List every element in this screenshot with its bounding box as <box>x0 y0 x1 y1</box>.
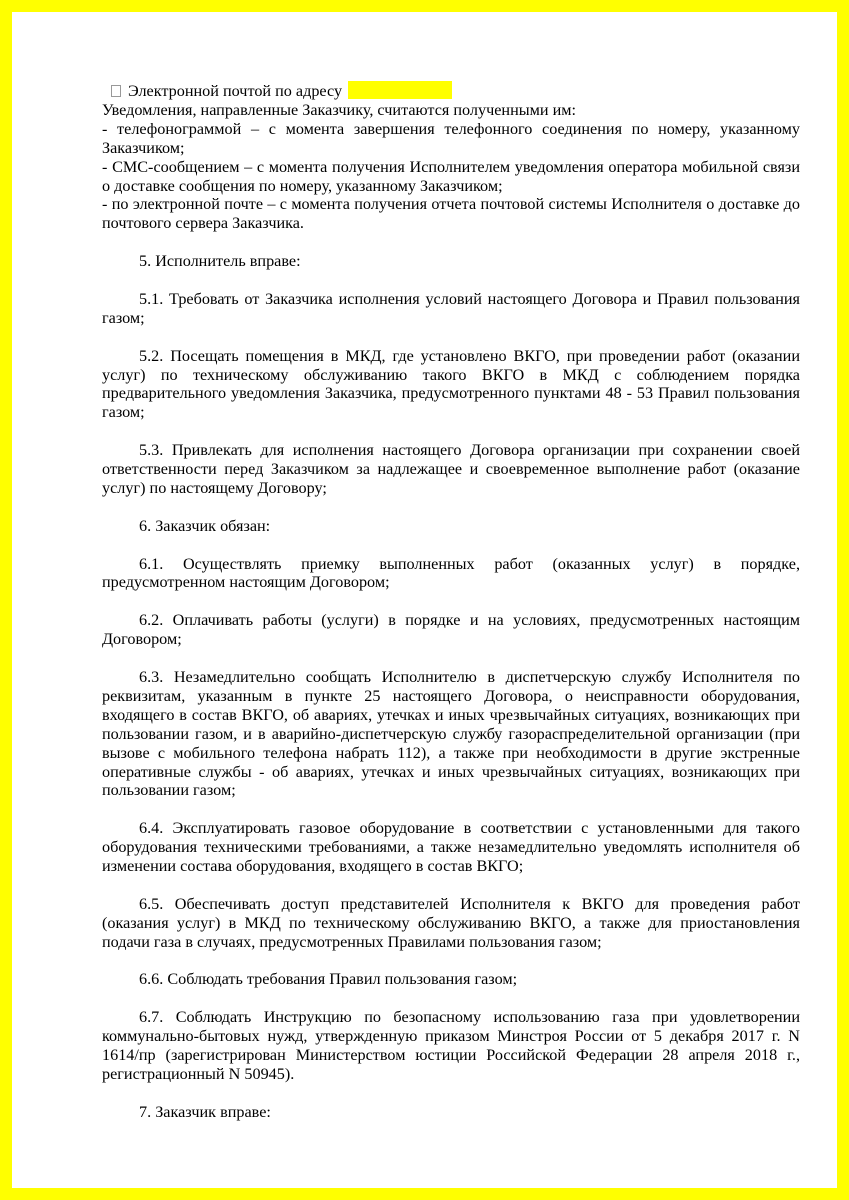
clause-6-3: 6.3. Незамедлительно сообщать Исполнителю в диспетчерскую службу Исполнителя по реквизитам, указанным в пункте 25 настоящего Договора, о неисправности оборудования, входящего в состав ВКГО, об авариях, утечках и иных чрезвычайных ситуациях, возникающих при пользовании газом, и в аварийно-диспетчерскую службу газораспределительной организации (при вызове с мобильного телефона набрать 112), а также при необходимости в другие экстренные оперативные службы - об авариях, утечках и иных чрезвычайных ситуациях, возникающих при пользовании газом; <box>102 667 800 800</box>
document-body <box>102 81 800 1141</box>
clause-5-3: 5.3. Привлекать для исполнения настоящего Договора организации при сохранении своей ответственности перед Заказчиком за надлежащее и своевременное выполнение работ (оказание услуг) по настоящему Договору; <box>102 441 800 497</box>
clause-6-7: 6.7. Соблюдать Инструкцию по безопасному использованию газа при удовлетворении коммунально-бытовых нужд, утвержденную приказом Минстроя России от 5 декабря 2017 г. N 1614/пр (зарегистрирован Министерством юстиции Российской Федерации 28 апреля 2018 г., регистрационный N 50945). <box>102 1008 800 1083</box>
clause-6-4: 6.4. Эксплуатировать газовое оборудование в соответствии с установленными для такого оборудования техническими требованиями, а также незамедлительно уведомлять исполнителя об изменении состава оборудования, входящего в состав ВКГО; <box>102 819 800 876</box>
email-contact-line <box>102 81 800 101</box>
section-6-heading: 6. Заказчик обязан: <box>139 516 271 535</box>
redacted-email-highlight <box>348 81 452 99</box>
notifications-intro: Уведомления, направленные Заказчику, считаются полученными им: <box>102 100 576 119</box>
section-5-heading: 5. Исполнитель вправе: <box>139 252 301 271</box>
clause-6-6: 6.6. Соблюдать требования Правил пользования газом; <box>139 970 518 989</box>
clause-6-2: 6.2. Оплачивать работы (услуги) в порядке и на условиях, предусмотренных настоящим Договором; <box>102 611 800 649</box>
notification-item: - телефонограммой – с момента завершения телефонного соединения по номеру, указанному Заказчиком; <box>102 119 800 157</box>
spacer <box>102 233 800 252</box>
document-page <box>12 12 837 1188</box>
checkbox-bullet-icon <box>111 85 121 97</box>
email-contact-label: Электронной почтой по адресу <box>128 82 343 100</box>
clause-6-5: 6.5. Обеспечивать доступ представителей Исполнителя к ВКГО для проведения работ (оказания услуг) в МКД по техническому обслуживанию ВКГО, а также для приостановления подачи газа в случаях, предусмотренных Правилами пользования газом; <box>102 894 800 951</box>
clause-5-1: 5.1. Требовать от Заказчика исполнения условий настоящего Договора и Правил пользования газом; <box>102 289 800 327</box>
clause-5-2: 5.2. Посещать помещения в МКД, где установлено ВКГО, при проведении работ (оказании услуг) по техническому обслуживанию такого ВКГО в МКД с соблюдением порядка предварительного уведомления Заказчика, предусмотренного пунктами 48 - 53 Правил пользования газом; <box>102 346 800 422</box>
notification-item: - СМС-сообщением – с момента получения Исполнителем уведомления оператора мобильной связи о доставке сообщения по номеру, указанному Заказчиком; <box>102 157 800 195</box>
notification-item: - по электронной почте – с момента получения отчета почтовой системы Исполнителя о доставке до почтового сервера Заказчика. <box>102 195 800 233</box>
section-7-heading: 7. Заказчик вправе: <box>139 1102 271 1121</box>
clause-6-1: 6.1. Осуществлять приемку выполненных работ (оказанных услуг) в порядке, предусмотренном настоящим Договором; <box>102 554 800 592</box>
